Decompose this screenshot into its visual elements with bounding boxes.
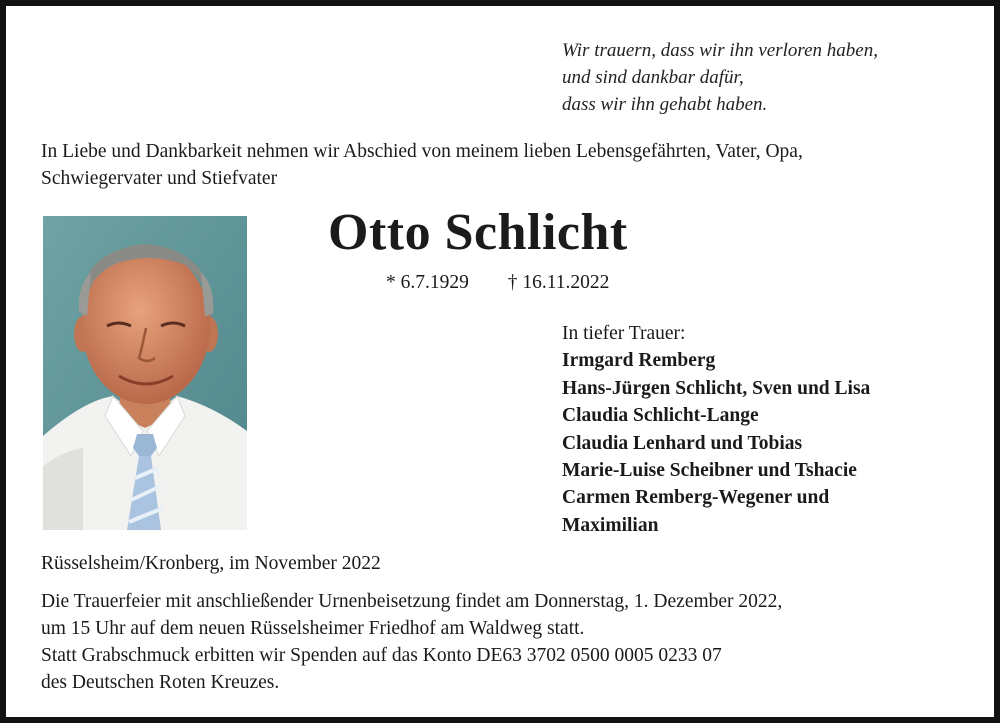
mourners-header: In tiefer Trauer: xyxy=(562,323,686,344)
intro-line: Schwiegervater und Stiefvater xyxy=(41,168,278,189)
mourner-name: Maximilian xyxy=(562,514,659,536)
funeral-details xyxy=(41,588,782,696)
mourner-name: Claudia Schlicht-Lange xyxy=(562,405,759,427)
death-date: † 16.11.2022 xyxy=(507,272,610,293)
motto-line: Wir trauern, dass wir ihn verloren haben, xyxy=(562,40,878,61)
mourner-name: Marie-Luise Scheibner und Tshacie xyxy=(562,460,857,482)
deceased-name: Otto Schlicht xyxy=(328,204,628,261)
birth-date: * 6.7.1929 xyxy=(386,272,469,293)
intro-line: In Liebe und Dankbarkeit nehmen wir Abschied von meinem lieben Lebensgefährten, Vater, Opa, xyxy=(41,141,803,162)
details-line: um 15 Uhr auf dem neuen Rüsselsheimer Friedhof am Waldweg statt. xyxy=(41,618,585,639)
mourners-list xyxy=(562,320,870,539)
portrait-image xyxy=(43,216,247,530)
mourner-name: Carmen Remberg-Wegener und xyxy=(562,487,830,509)
intro-text xyxy=(41,138,941,192)
motto-line: und sind dankbar dafür, xyxy=(562,67,744,88)
details-line: Statt Grabschmuck erbitten wir Spenden auf das Konto DE63 3702 0500 0005 0233 07 xyxy=(41,645,722,666)
mourner-name: Hans-Jürgen Schlicht, Sven und Lisa xyxy=(562,377,871,399)
mourner-name: Irmgard Remberg xyxy=(562,350,716,372)
mourner-name: Claudia Lenhard und Tobias xyxy=(562,432,803,454)
motto-quote xyxy=(562,37,878,118)
details-line: Die Trauerfeier mit anschließender Urnenbeisetzung findet am Donnerstag, 1. Dezember 2022, xyxy=(41,591,783,612)
motto-line: dass wir ihn gehabt haben. xyxy=(562,94,768,115)
details-line: des Deutschen Roten Kreuzes. xyxy=(41,672,280,693)
place-and-date: Rüsselsheim/Kronberg, im November 2022 xyxy=(41,553,381,574)
portrait-photo xyxy=(43,216,247,530)
life-dates xyxy=(386,272,609,294)
